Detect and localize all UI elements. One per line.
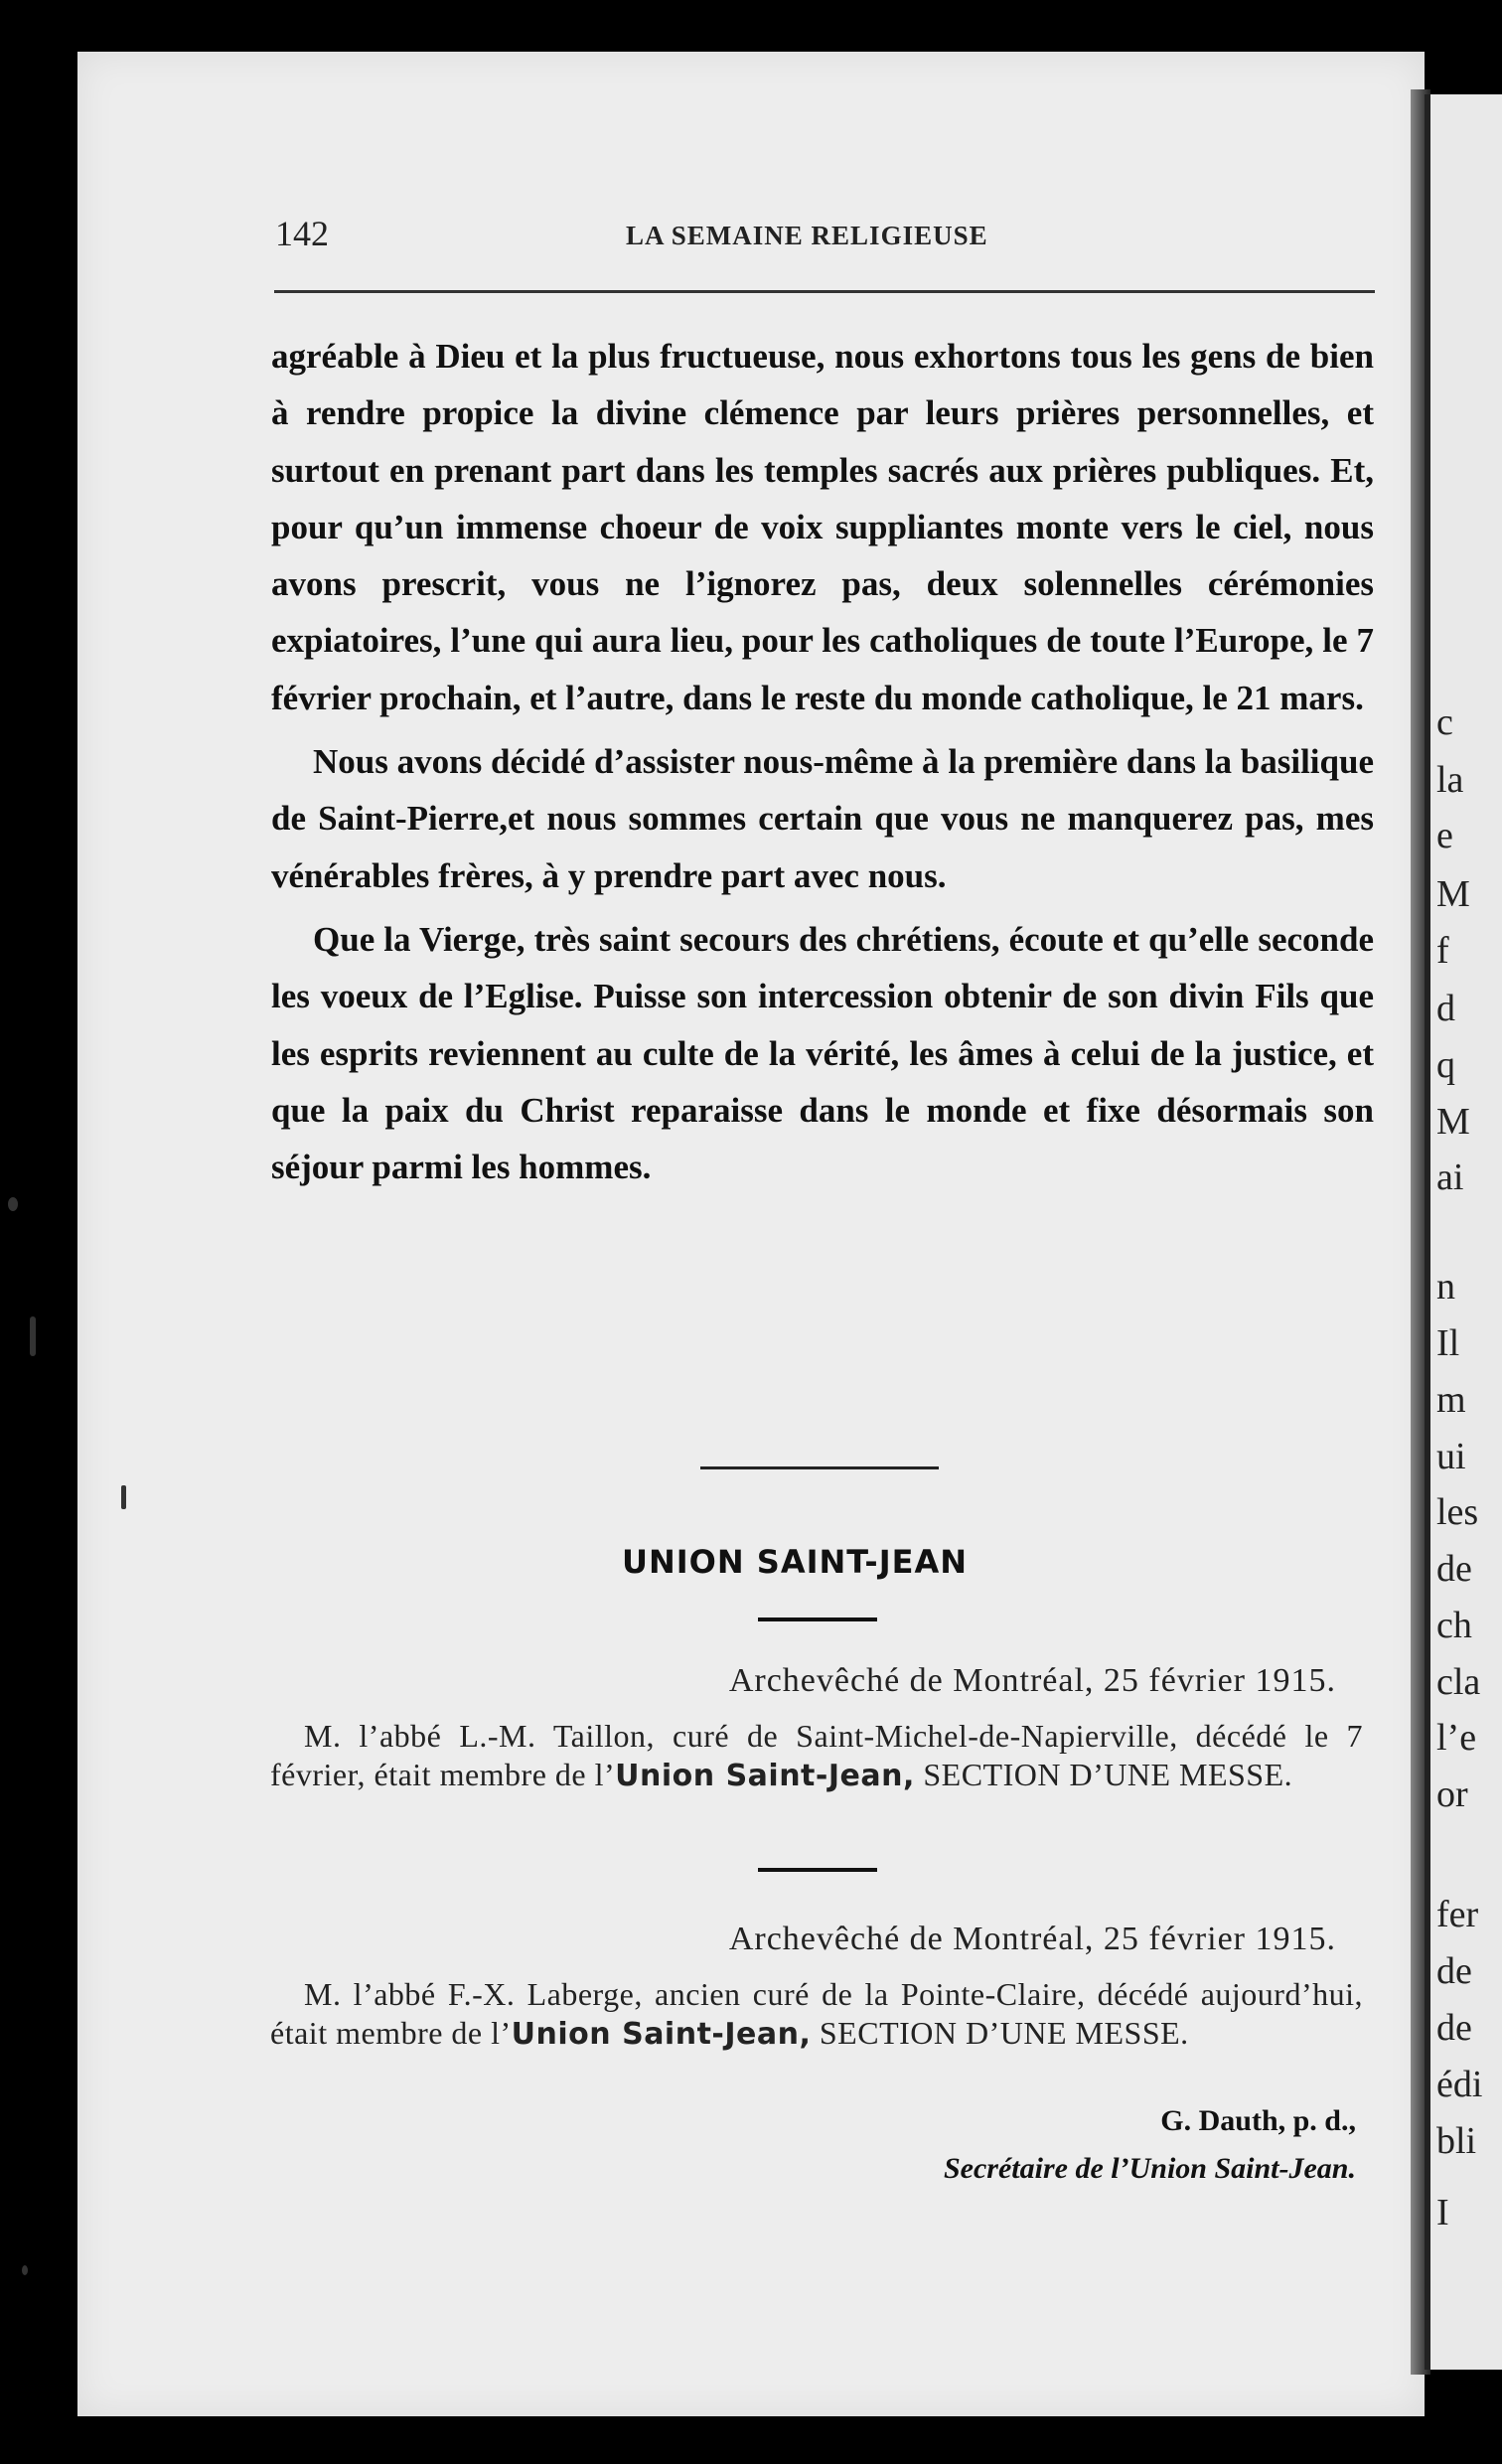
facing-fragment: M xyxy=(1436,873,1470,915)
facing-fragment: fer xyxy=(1436,1894,1479,1935)
facing-page-edge xyxy=(1425,94,1502,2370)
scan-speck xyxy=(30,1316,36,1356)
signature-block xyxy=(695,2098,1356,2194)
header-rule xyxy=(274,290,1375,293)
signatory-title: Secrétaire de l’Union Saint-Jean. xyxy=(943,2152,1356,2185)
notice-text: M. l’abbé F.-X. Laberge, ancien curé de la Pointe-Claire, décédé aujourd’hui, était membre de l’ xyxy=(270,1976,1363,2051)
union-name: Union Saint-Jean, xyxy=(615,1758,915,1793)
section-title: UNION SAINT-JEAN xyxy=(621,1543,968,1581)
facing-fragment: I xyxy=(1436,2192,1449,2233)
facing-fragment: de xyxy=(1436,1950,1472,1992)
notice-dateline: Archevêché de Montréal, 25 février 1915. xyxy=(728,1921,1336,1957)
notice-text: SECTION D’UNE MESSE. xyxy=(914,1756,1293,1792)
facing-fragment: bli xyxy=(1436,2120,1477,2162)
page-number: 142 xyxy=(275,214,329,253)
facing-fragment: m xyxy=(1436,1379,1466,1421)
notice-separator xyxy=(758,1868,877,1872)
signatory-name: G. Dauth, p. d., xyxy=(1160,2104,1356,2137)
facing-fragment: or xyxy=(1436,1773,1468,1815)
notice-body xyxy=(270,1717,1363,1795)
section-separator xyxy=(700,1466,939,1469)
notice-text: M. l’abbé L.-M. Taillon, curé de Saint-Michel-de-Napierville, décédé le 7 février, était membre de l’ xyxy=(270,1718,1363,1792)
scan-speck xyxy=(22,2265,28,2275)
facing-fragment: la xyxy=(1436,759,1464,801)
facing-fragment: d xyxy=(1436,988,1455,1029)
facing-fragment: cla xyxy=(1436,1661,1481,1703)
facing-fragment: ai xyxy=(1436,1156,1464,1198)
body-text xyxy=(271,328,1374,1195)
facing-fragment: ch xyxy=(1436,1605,1472,1646)
notice-body xyxy=(270,1975,1363,2054)
facing-fragment: c xyxy=(1436,701,1453,743)
running-title: LA SEMAINE RELIGIEUSE xyxy=(626,221,988,250)
facing-fragment: e xyxy=(1436,815,1453,856)
paragraph: Que la Vierge, très saint secours des chrétiens, écoute et qu’elle seconde les voeux de l’Eglise. Puisse son intercession obtenir de son divin Fils que les esprits reviennent au culte de la vérité, les âmes à celui de la justice, et que la paix du Christ reparaisse dans le monde et fixe désormais son séjour parmi les hommes. xyxy=(271,919,1374,1187)
page-header xyxy=(194,207,1374,256)
paragraph: agréable à Dieu et la plus fructueuse, nous exhortons tous les gens de bien à rendre propice la divine clémence par leurs prières personnelles, et surtout en prenant part dans les temples sacrés aux prières publiques. Et, pour qu’un immense choeur de voix suppliantes monte vers le ciel, nous avons prescrit, vous ne l’ignorez pas, deux solennelles cérémonies expiatoires, l’une qui aura lieu, pour les catholiques de toute l’Europe, le 7 février prochain, et l’autre, dans le reste du monde catholique, le 21 mars. xyxy=(271,337,1374,717)
facing-fragment: l’e xyxy=(1436,1717,1477,1759)
title-underline xyxy=(758,1617,877,1621)
facing-fragment: q xyxy=(1436,1044,1455,1086)
obituary-notice xyxy=(270,1920,1363,2054)
facing-fragment: f xyxy=(1436,930,1449,972)
notice-text: SECTION D’UNE MESSE. xyxy=(811,2014,1189,2051)
union-name: Union Saint-Jean, xyxy=(511,2016,812,2052)
facing-fragment: Il xyxy=(1436,1322,1460,1364)
facing-fragment: les xyxy=(1436,1491,1479,1533)
facing-fragment: M xyxy=(1436,1101,1470,1143)
obituary-notice xyxy=(270,1661,1363,1795)
facing-fragment: de xyxy=(1436,1548,1472,1590)
scan-speck xyxy=(121,1485,126,1509)
facing-fragment: édi xyxy=(1436,2064,1483,2105)
scan-speck xyxy=(8,1197,18,1211)
facing-fragment: n xyxy=(1436,1266,1455,1308)
paragraph: Nous avons décidé d’assister nous-même à la première dans la basilique de Saint-Pierre,et nous sommes certain que vous ne manquerez pas, mes vénérables frères, à y prendre part avec nous. xyxy=(271,742,1374,895)
notice-dateline: Archevêché de Montréal, 25 février 1915. xyxy=(728,1662,1336,1699)
facing-fragment: de xyxy=(1436,2007,1472,2049)
facing-fragment: ui xyxy=(1436,1436,1466,1477)
